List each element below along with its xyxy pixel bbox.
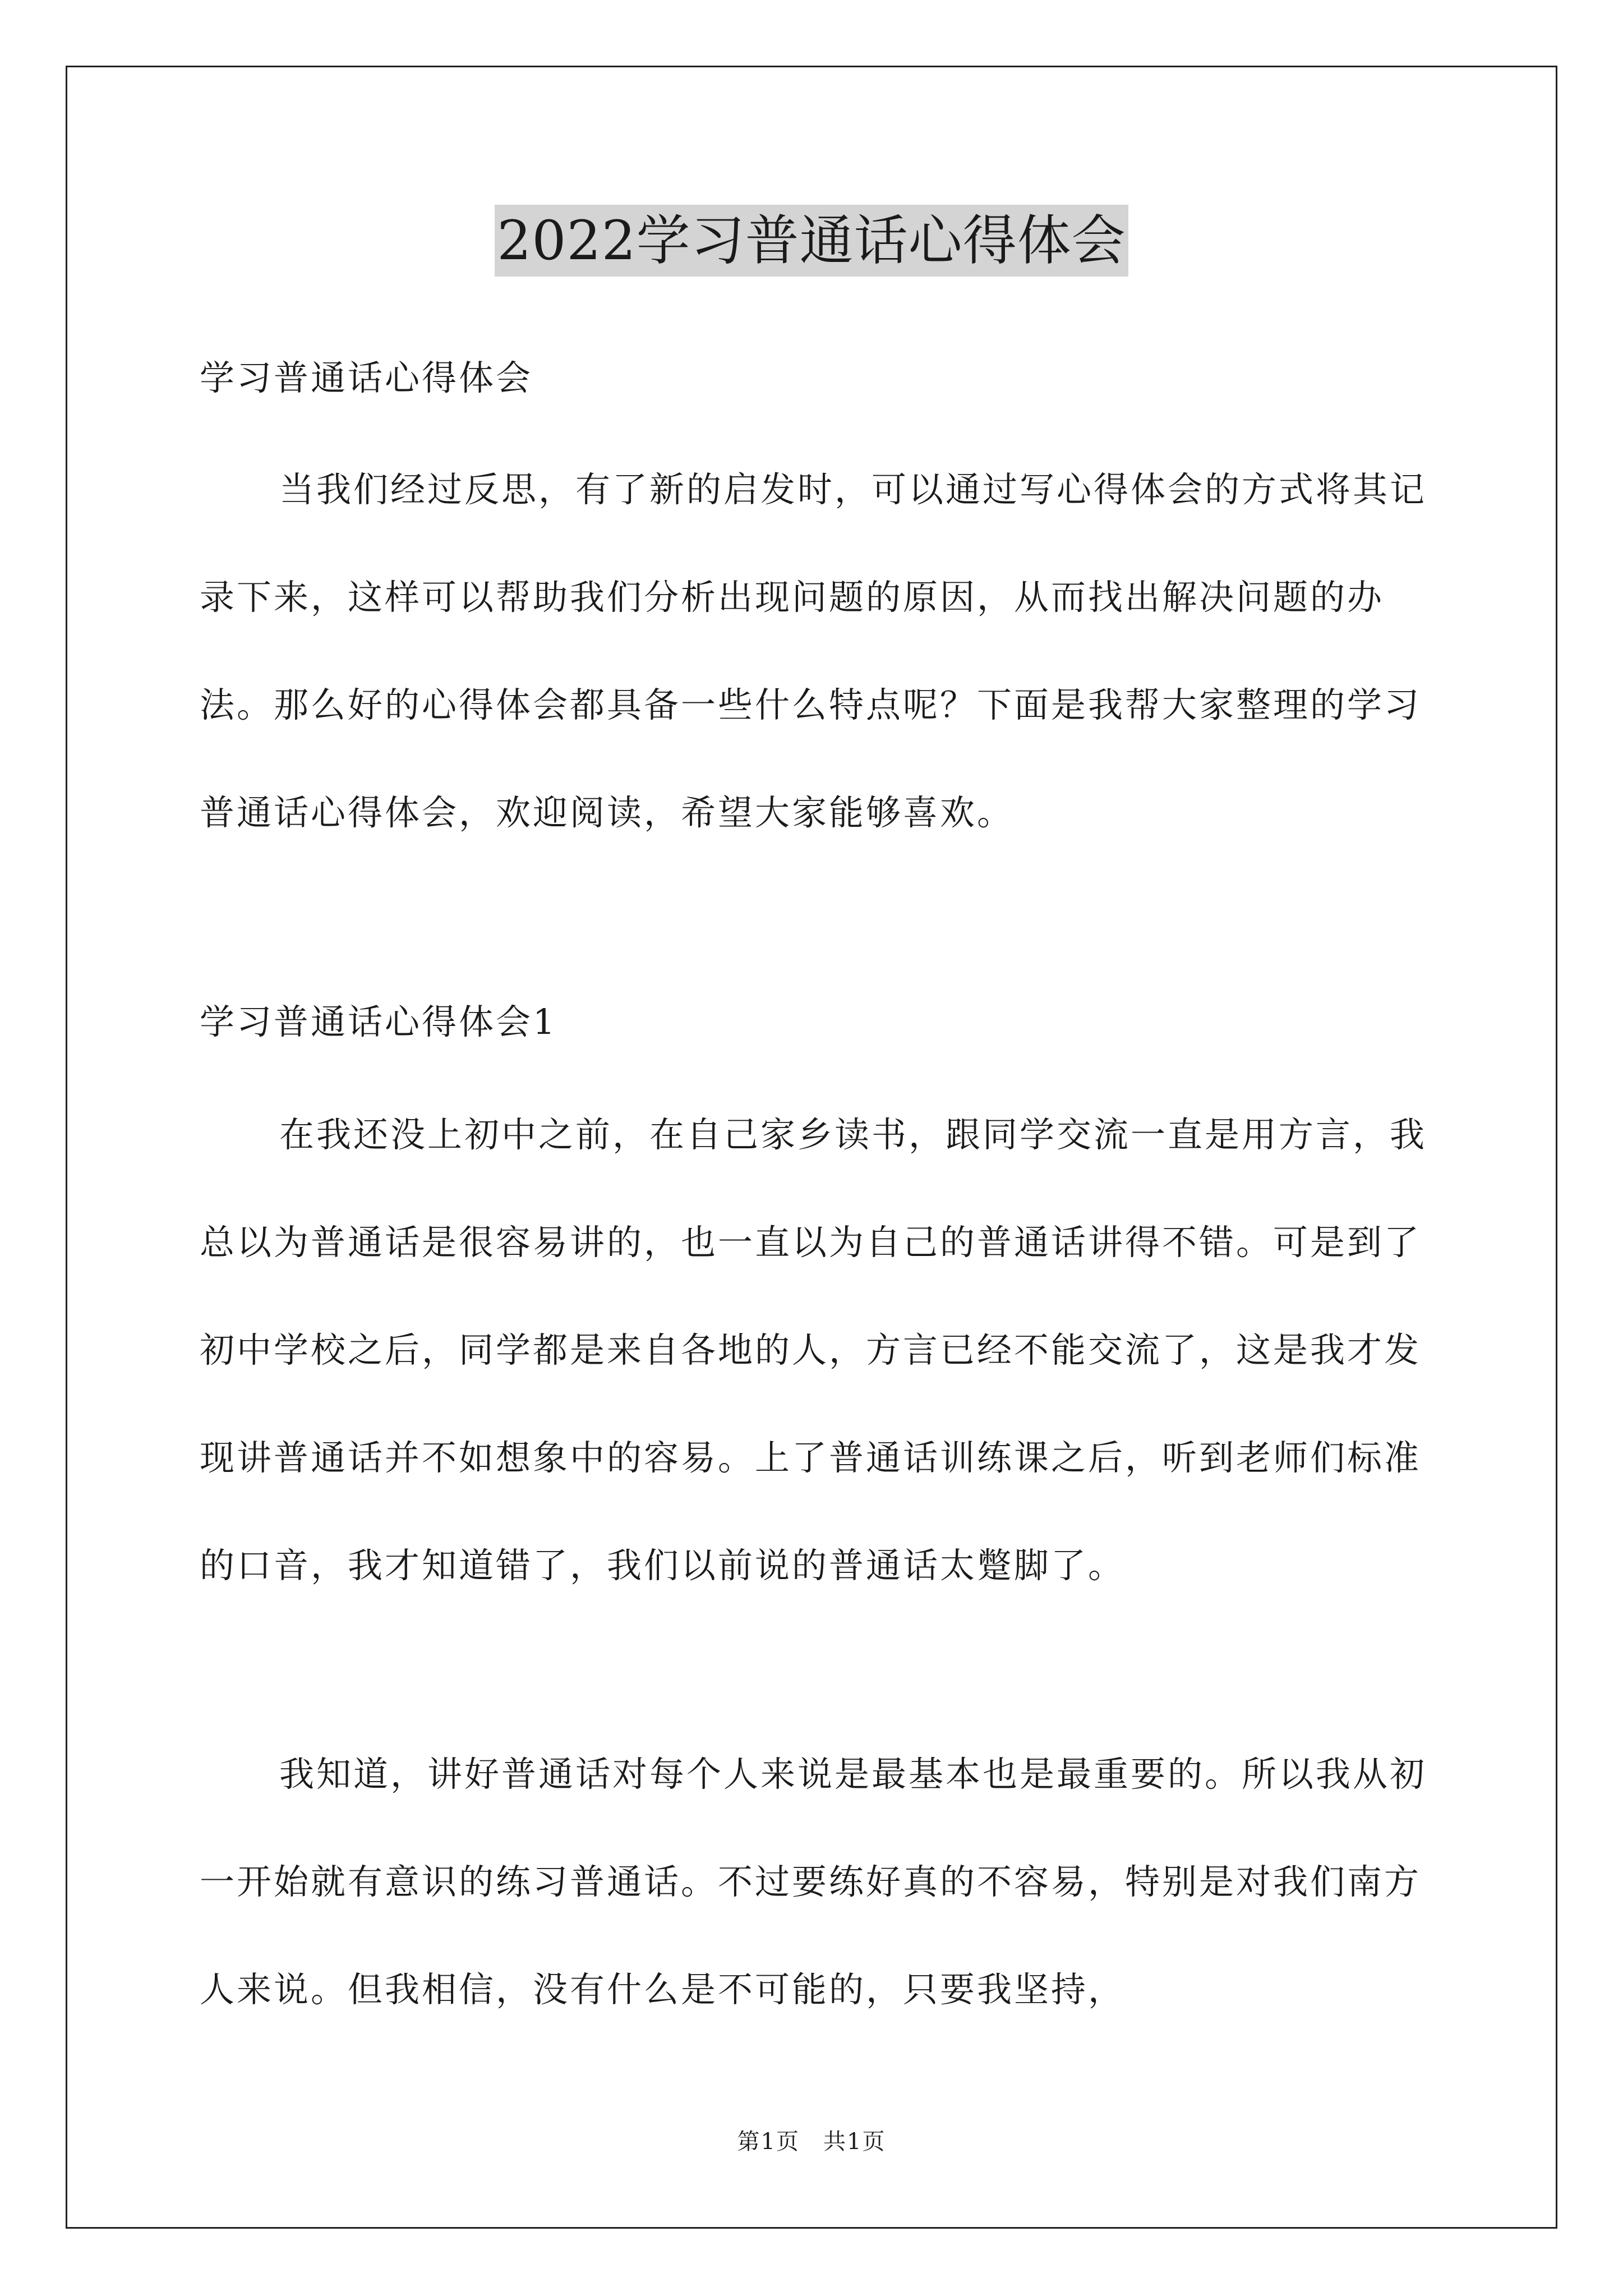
page-footer: 第1页 共1页	[737, 2129, 886, 2155]
document-title: 2022学习普通话心得体会	[495, 205, 1128, 277]
section-heading: 学习普通话心得体会1	[200, 1001, 557, 1042]
subtitle: 学习普通话心得体会	[200, 357, 533, 398]
title-wrap	[0, 205, 1623, 277]
intro-paragraph: 当我们经过反思，有了新的启发时，可以通过写心得体会的方式将其记录下来，这样可以帮助我们分析出现问题的原因，从而找出解决问题的办法。那么好的心得体会都具备一些什么特点呢？下面是我帮大家整理的学习普通话心得体会，欢迎阅读，希望大家能够喜欢。	[200, 469, 1427, 833]
body-paragraph-1: 在我还没上初中之前，在自己家乡读书，跟同学交流一直是用方言，我总以为普通话是很容易讲的，也一直以为自己的普通话讲得不错。可是到了初中学校之后，同学都是来自各地的人，方言已经不能交流了，这是我才发现讲普通话并不如想象中的容易。上了普通话训练课之后，听到老师们标准的口音，我才知道错了，我们以前说的普通话太蹩脚了。	[200, 1114, 1427, 1586]
body-paragraph-2: 我知道，讲好普通话对每个人来说是最基本也是最重要的。所以我从初一开始就有意识的练习普通话。不过要练好真的不容易，特别是对我们南方人来说。但我相信，没有什么是不可能的，只要我坚持，	[200, 1754, 1427, 2010]
